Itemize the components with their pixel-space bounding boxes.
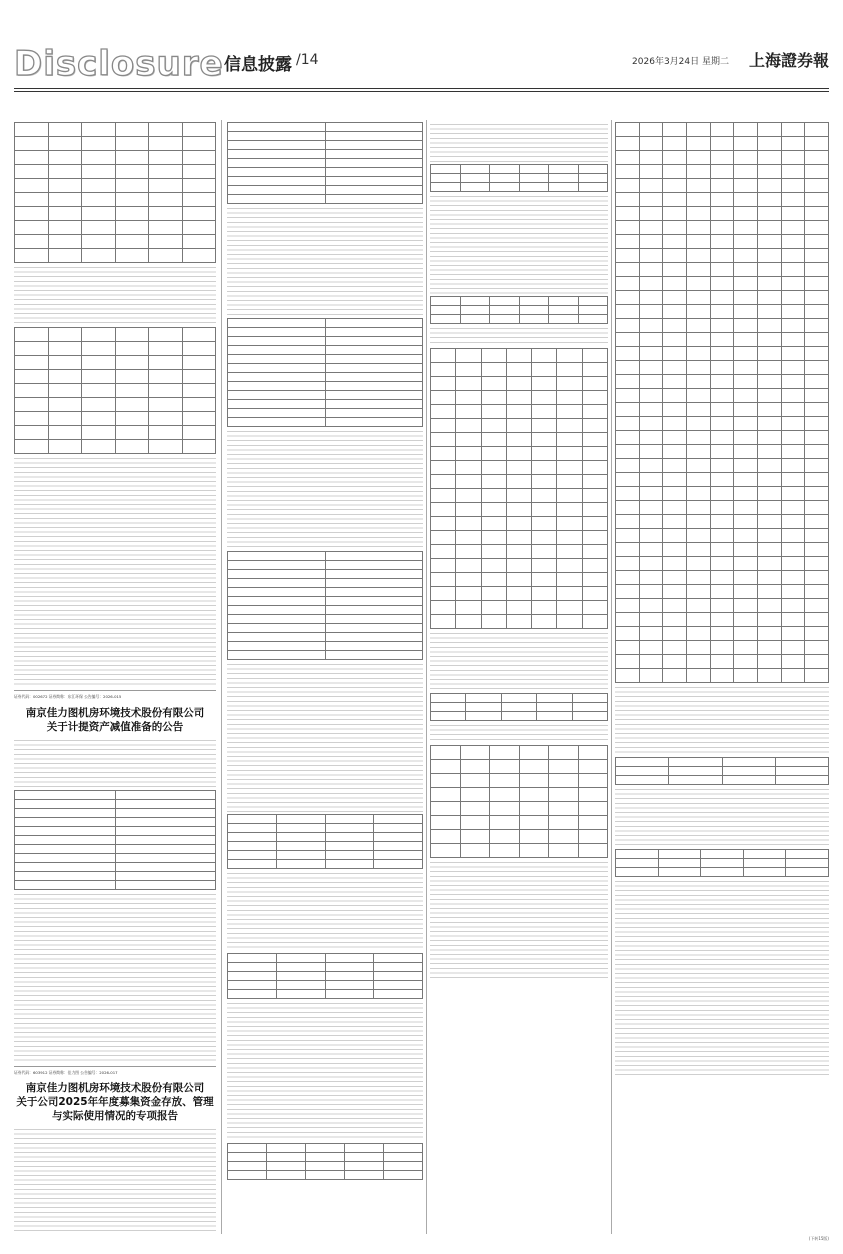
column-2 [227,120,423,1234]
table-block [14,790,216,890]
body-text [14,265,216,325]
body-text [227,206,423,316]
continued-note: (下转15版) [808,1236,829,1241]
table-block [227,551,423,660]
table-block [14,122,216,263]
masthead [14,44,829,84]
stock-code-line: 证券代码：603912 证券简称：佳力图 公告编号：2026-017 [14,1069,118,1075]
column-1 [14,120,216,1234]
section-title: 信息披露 [224,55,292,75]
header-rule [14,88,829,89]
stock-code-line: 证券代码：002672 证券简称：东江环保 公告编号：2026-015 [14,694,122,699]
body-text [430,631,608,691]
table-block [615,757,829,785]
disclosure-logo: Disclosure [14,44,224,84]
body-text [227,871,423,951]
body-text [14,1127,216,1234]
body-text [227,1001,423,1141]
body-text [227,429,423,549]
page-number: /14 [296,52,319,68]
issue-date: 2026年3月24日 星期二 [632,57,729,67]
newspaper-name: 上海證券報 [748,51,829,70]
table-block [227,814,423,869]
header-rule-thin [14,91,829,92]
table-block [615,849,829,877]
body-text [615,879,829,1079]
table-block [227,318,423,427]
table-block [14,327,216,454]
column-4 [615,120,829,1234]
table-block [430,164,608,192]
announcement-title-1: 南京佳力图机房环境技术股份有限公司 关于计提资产减值准备的公告 [25,706,205,733]
body-text [615,685,829,755]
body-text [430,860,608,980]
table-block [227,953,423,999]
table-block [430,745,608,858]
body-text [430,122,608,162]
table-block [430,693,608,721]
table-block [430,296,608,324]
table-block [615,122,829,683]
table-block [430,348,608,629]
announcement-title-2: 南京佳力图机房环境技术股份有限公司 关于公司2025年年度募集资金存放、管理 与实际使用情况的专项报告 [16,1082,214,1123]
table-block [227,122,423,204]
body-text [430,194,608,294]
body-text [14,892,216,1062]
body-text [430,326,608,346]
table-block [227,1143,423,1180]
body-text [430,723,608,743]
body-text [14,456,216,686]
column-divider [426,120,427,1234]
column-divider [611,120,612,1234]
column-divider [221,120,222,1234]
body-text [14,738,216,788]
body-text [227,662,423,812]
body-text [615,787,829,847]
column-3 [430,120,608,1234]
